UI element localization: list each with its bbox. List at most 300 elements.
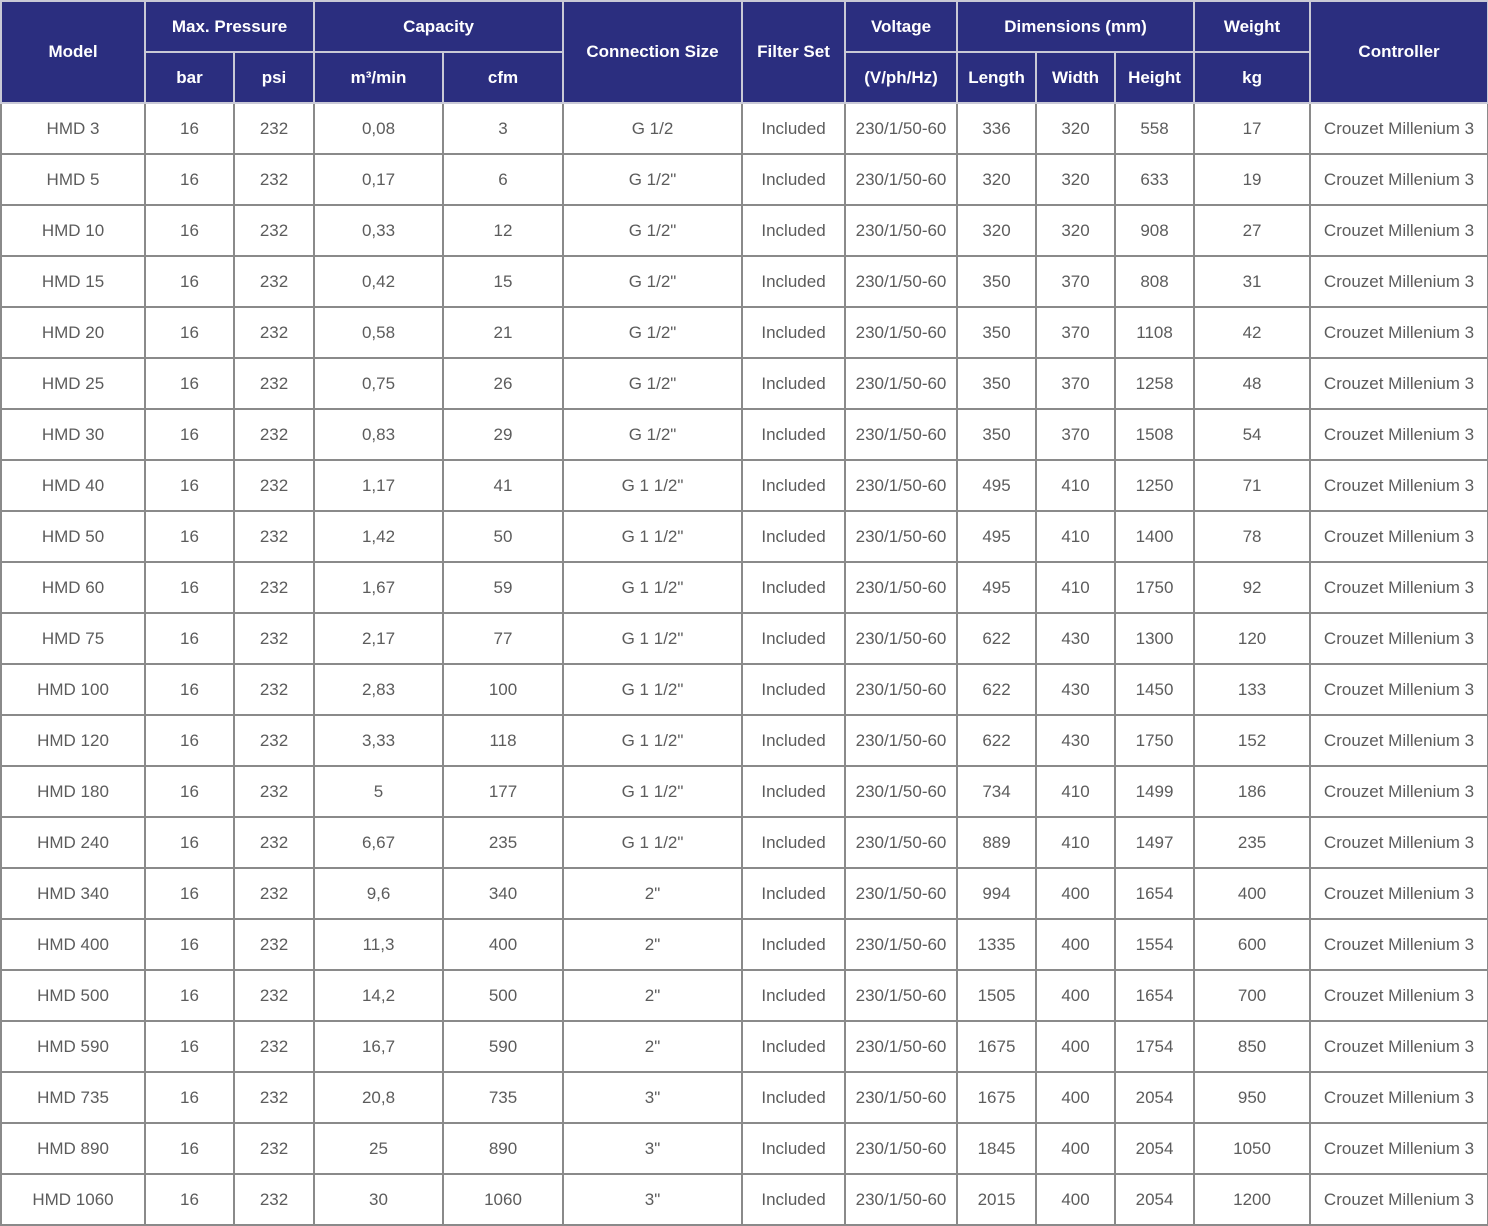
- cell-width: 370: [1036, 307, 1115, 358]
- table-row: [1, 562, 1488, 613]
- cell-length: 1335: [957, 919, 1036, 970]
- cell-controller: Crouzet Millenium 3: [1310, 154, 1488, 205]
- cell-model: HMD 3: [1, 103, 145, 154]
- cell-voltage: 230/1/50-60: [845, 205, 957, 256]
- cell-psi: 232: [234, 1072, 314, 1123]
- cell-bar: 16: [145, 358, 234, 409]
- col-header-max-pressure: Max. Pressure: [145, 1, 314, 52]
- cell-voltage: 230/1/50-60: [845, 1072, 957, 1123]
- cell-bar: 16: [145, 256, 234, 307]
- cell-cfm: 41: [443, 460, 563, 511]
- cell-m3min: 6,67: [314, 817, 443, 868]
- cell-cfm: 400: [443, 919, 563, 970]
- cell-bar: 16: [145, 817, 234, 868]
- cell-voltage: 230/1/50-60: [845, 154, 957, 205]
- cell-length: 320: [957, 205, 1036, 256]
- table-row: [1, 205, 1488, 256]
- cell-cfm: 29: [443, 409, 563, 460]
- cell-m3min: 2,83: [314, 664, 443, 715]
- cell-connection-size: G 1 1/2": [563, 766, 742, 817]
- cell-filter-set: Included: [742, 1174, 845, 1225]
- cell-cfm: 890: [443, 1123, 563, 1174]
- cell-voltage: 230/1/50-60: [845, 766, 957, 817]
- cell-connection-size: 2": [563, 868, 742, 919]
- cell-voltage: 230/1/50-60: [845, 256, 957, 307]
- cell-weight: 133: [1194, 664, 1310, 715]
- cell-weight: 700: [1194, 970, 1310, 1021]
- cell-voltage: 230/1/50-60: [845, 511, 957, 562]
- cell-psi: 232: [234, 664, 314, 715]
- cell-bar: 16: [145, 868, 234, 919]
- cell-cfm: 3: [443, 103, 563, 154]
- cell-height: 1450: [1115, 664, 1194, 715]
- cell-bar: 16: [145, 1123, 234, 1174]
- cell-controller: Crouzet Millenium 3: [1310, 613, 1488, 664]
- cell-cfm: 340: [443, 868, 563, 919]
- cell-weight: 27: [1194, 205, 1310, 256]
- cell-psi: 232: [234, 766, 314, 817]
- cell-controller: Crouzet Millenium 3: [1310, 817, 1488, 868]
- cell-height: 1750: [1115, 562, 1194, 613]
- table-row: [1, 256, 1488, 307]
- cell-voltage: 230/1/50-60: [845, 1174, 957, 1225]
- cell-length: 495: [957, 562, 1036, 613]
- cell-bar: 16: [145, 409, 234, 460]
- cell-model: HMD 25: [1, 358, 145, 409]
- cell-model: HMD 5: [1, 154, 145, 205]
- cell-voltage: 230/1/50-60: [845, 409, 957, 460]
- cell-length: 350: [957, 358, 1036, 409]
- cell-width: 410: [1036, 766, 1115, 817]
- cell-m3min: 2,17: [314, 613, 443, 664]
- cell-controller: Crouzet Millenium 3: [1310, 103, 1488, 154]
- cell-voltage: 230/1/50-60: [845, 613, 957, 664]
- cell-filter-set: Included: [742, 868, 845, 919]
- cell-width: 400: [1036, 919, 1115, 970]
- cell-m3min: 20,8: [314, 1072, 443, 1123]
- cell-controller: Crouzet Millenium 3: [1310, 1021, 1488, 1072]
- cell-m3min: 0,83: [314, 409, 443, 460]
- cell-filter-set: Included: [742, 1123, 845, 1174]
- cell-weight: 1200: [1194, 1174, 1310, 1225]
- cell-width: 400: [1036, 1072, 1115, 1123]
- cell-width: 370: [1036, 409, 1115, 460]
- cell-model: HMD 15: [1, 256, 145, 307]
- cell-length: 1505: [957, 970, 1036, 1021]
- cell-cfm: 1060: [443, 1174, 563, 1225]
- cell-controller: Crouzet Millenium 3: [1310, 511, 1488, 562]
- cell-width: 400: [1036, 868, 1115, 919]
- cell-voltage: 230/1/50-60: [845, 103, 957, 154]
- cell-model: HMD 30: [1, 409, 145, 460]
- col-header-dimensions: Dimensions (mm): [957, 1, 1194, 52]
- cell-height: 1499: [1115, 766, 1194, 817]
- table-row: [1, 460, 1488, 511]
- table-body: [1, 103, 1488, 1225]
- col-header-kg: kg: [1194, 52, 1310, 103]
- cell-width: 320: [1036, 205, 1115, 256]
- cell-cfm: 735: [443, 1072, 563, 1123]
- cell-length: 2015: [957, 1174, 1036, 1225]
- cell-width: 370: [1036, 256, 1115, 307]
- cell-psi: 232: [234, 256, 314, 307]
- cell-weight: 78: [1194, 511, 1310, 562]
- cell-length: 1845: [957, 1123, 1036, 1174]
- cell-m3min: 1,17: [314, 460, 443, 511]
- cell-filter-set: Included: [742, 562, 845, 613]
- cell-model: HMD 735: [1, 1072, 145, 1123]
- cell-cfm: 590: [443, 1021, 563, 1072]
- cell-weight: 31: [1194, 256, 1310, 307]
- table-row: [1, 511, 1488, 562]
- cell-connection-size: 3": [563, 1174, 742, 1225]
- cell-connection-size: G 1 1/2": [563, 715, 742, 766]
- cell-height: 808: [1115, 256, 1194, 307]
- cell-m3min: 0,17: [314, 154, 443, 205]
- cell-voltage: 230/1/50-60: [845, 664, 957, 715]
- col-header-cfm: cfm: [443, 52, 563, 103]
- cell-model: HMD 400: [1, 919, 145, 970]
- cell-width: 400: [1036, 1021, 1115, 1072]
- cell-width: 430: [1036, 715, 1115, 766]
- col-header-voltage: Voltage: [845, 1, 957, 52]
- cell-connection-size: G 1 1/2": [563, 562, 742, 613]
- cell-length: 994: [957, 868, 1036, 919]
- cell-connection-size: G 1 1/2": [563, 664, 742, 715]
- cell-weight: 152: [1194, 715, 1310, 766]
- cell-weight: 850: [1194, 1021, 1310, 1072]
- cell-height: 1497: [1115, 817, 1194, 868]
- table-row: [1, 766, 1488, 817]
- cell-length: 622: [957, 715, 1036, 766]
- header-row-top: [1, 1, 1488, 52]
- table-row: [1, 613, 1488, 664]
- cell-bar: 16: [145, 562, 234, 613]
- table-row: [1, 868, 1488, 919]
- cell-model: HMD 180: [1, 766, 145, 817]
- cell-psi: 232: [234, 154, 314, 205]
- cell-model: HMD 10: [1, 205, 145, 256]
- col-header-bar: bar: [145, 52, 234, 103]
- cell-length: 350: [957, 307, 1036, 358]
- table-row: [1, 919, 1488, 970]
- cell-width: 370: [1036, 358, 1115, 409]
- cell-psi: 232: [234, 409, 314, 460]
- cell-m3min: 14,2: [314, 970, 443, 1021]
- cell-model: HMD 60: [1, 562, 145, 613]
- cell-model: HMD 75: [1, 613, 145, 664]
- cell-filter-set: Included: [742, 613, 845, 664]
- cell-connection-size: G 1/2": [563, 154, 742, 205]
- cell-voltage: 230/1/50-60: [845, 562, 957, 613]
- cell-cfm: 59: [443, 562, 563, 613]
- cell-m3min: 0,33: [314, 205, 443, 256]
- cell-m3min: 0,42: [314, 256, 443, 307]
- cell-connection-size: G 1/2: [563, 103, 742, 154]
- cell-connection-size: G 1/2": [563, 358, 742, 409]
- col-header-length: Length: [957, 52, 1036, 103]
- cell-connection-size: 2": [563, 970, 742, 1021]
- cell-bar: 16: [145, 1174, 234, 1225]
- cell-filter-set: Included: [742, 307, 845, 358]
- cell-connection-size: G 1 1/2": [563, 613, 742, 664]
- cell-height: 2054: [1115, 1072, 1194, 1123]
- cell-model: HMD 340: [1, 868, 145, 919]
- cell-controller: Crouzet Millenium 3: [1310, 1123, 1488, 1174]
- cell-weight: 400: [1194, 868, 1310, 919]
- cell-filter-set: Included: [742, 103, 845, 154]
- cell-voltage: 230/1/50-60: [845, 1021, 957, 1072]
- cell-m3min: 25: [314, 1123, 443, 1174]
- cell-connection-size: G 1 1/2": [563, 460, 742, 511]
- cell-bar: 16: [145, 103, 234, 154]
- cell-length: 495: [957, 511, 1036, 562]
- cell-controller: Crouzet Millenium 3: [1310, 970, 1488, 1021]
- table-row: [1, 358, 1488, 409]
- cell-weight: 42: [1194, 307, 1310, 358]
- cell-bar: 16: [145, 970, 234, 1021]
- cell-width: 320: [1036, 154, 1115, 205]
- cell-height: 1300: [1115, 613, 1194, 664]
- table-row: [1, 307, 1488, 358]
- cell-controller: Crouzet Millenium 3: [1310, 868, 1488, 919]
- cell-controller: Crouzet Millenium 3: [1310, 919, 1488, 970]
- cell-connection-size: 2": [563, 919, 742, 970]
- cell-weight: 17: [1194, 103, 1310, 154]
- cell-connection-size: G 1 1/2": [563, 817, 742, 868]
- cell-voltage: 230/1/50-60: [845, 460, 957, 511]
- cell-bar: 16: [145, 1072, 234, 1123]
- cell-bar: 16: [145, 511, 234, 562]
- cell-psi: 232: [234, 307, 314, 358]
- table-row: [1, 1123, 1488, 1174]
- cell-width: 400: [1036, 1174, 1115, 1225]
- cell-connection-size: 3": [563, 1072, 742, 1123]
- cell-cfm: 26: [443, 358, 563, 409]
- cell-m3min: 1,42: [314, 511, 443, 562]
- col-header-voltage-unit: (V/ph/Hz): [845, 52, 957, 103]
- cell-cfm: 500: [443, 970, 563, 1021]
- cell-length: 889: [957, 817, 1036, 868]
- cell-controller: Crouzet Millenium 3: [1310, 1072, 1488, 1123]
- cell-filter-set: Included: [742, 511, 845, 562]
- cell-bar: 16: [145, 613, 234, 664]
- cell-length: 350: [957, 409, 1036, 460]
- cell-height: 1108: [1115, 307, 1194, 358]
- cell-psi: 232: [234, 868, 314, 919]
- table-row: [1, 409, 1488, 460]
- cell-model: HMD 1060: [1, 1174, 145, 1225]
- cell-psi: 232: [234, 103, 314, 154]
- cell-length: 622: [957, 664, 1036, 715]
- cell-width: 400: [1036, 1123, 1115, 1174]
- cell-weight: 1050: [1194, 1123, 1310, 1174]
- cell-bar: 16: [145, 205, 234, 256]
- cell-length: 350: [957, 256, 1036, 307]
- cell-width: 410: [1036, 562, 1115, 613]
- cell-model: HMD 590: [1, 1021, 145, 1072]
- cell-height: 1508: [1115, 409, 1194, 460]
- cell-filter-set: Included: [742, 358, 845, 409]
- cell-psi: 232: [234, 1021, 314, 1072]
- cell-model: HMD 40: [1, 460, 145, 511]
- cell-cfm: 235: [443, 817, 563, 868]
- col-header-height: Height: [1115, 52, 1194, 103]
- cell-connection-size: G 1/2": [563, 409, 742, 460]
- cell-height: 2054: [1115, 1123, 1194, 1174]
- cell-width: 410: [1036, 817, 1115, 868]
- cell-controller: Crouzet Millenium 3: [1310, 1174, 1488, 1225]
- cell-width: 430: [1036, 664, 1115, 715]
- cell-m3min: 3,33: [314, 715, 443, 766]
- cell-weight: 54: [1194, 409, 1310, 460]
- cell-psi: 232: [234, 919, 314, 970]
- cell-width: 400: [1036, 970, 1115, 1021]
- cell-length: 336: [957, 103, 1036, 154]
- cell-length: 1675: [957, 1021, 1036, 1072]
- cell-weight: 235: [1194, 817, 1310, 868]
- cell-filter-set: Included: [742, 970, 845, 1021]
- cell-voltage: 230/1/50-60: [845, 715, 957, 766]
- cell-cfm: 12: [443, 205, 563, 256]
- cell-cfm: 21: [443, 307, 563, 358]
- cell-model: HMD 100: [1, 664, 145, 715]
- cell-m3min: 9,6: [314, 868, 443, 919]
- cell-length: 495: [957, 460, 1036, 511]
- col-header-connection-size: Connection Size: [563, 1, 742, 103]
- cell-controller: Crouzet Millenium 3: [1310, 205, 1488, 256]
- table-row: [1, 1021, 1488, 1072]
- cell-filter-set: Included: [742, 715, 845, 766]
- cell-length: 320: [957, 154, 1036, 205]
- cell-bar: 16: [145, 715, 234, 766]
- col-header-capacity: Capacity: [314, 1, 563, 52]
- cell-controller: Crouzet Millenium 3: [1310, 664, 1488, 715]
- cell-voltage: 230/1/50-60: [845, 868, 957, 919]
- cell-height: 1250: [1115, 460, 1194, 511]
- cell-psi: 232: [234, 817, 314, 868]
- cell-bar: 16: [145, 154, 234, 205]
- cell-cfm: 15: [443, 256, 563, 307]
- cell-voltage: 230/1/50-60: [845, 919, 957, 970]
- cell-height: 633: [1115, 154, 1194, 205]
- cell-psi: 232: [234, 715, 314, 766]
- cell-bar: 16: [145, 307, 234, 358]
- cell-connection-size: G 1/2": [563, 256, 742, 307]
- cell-cfm: 100: [443, 664, 563, 715]
- col-header-weight: Weight: [1194, 1, 1310, 52]
- cell-controller: Crouzet Millenium 3: [1310, 256, 1488, 307]
- table-row: [1, 1174, 1488, 1225]
- cell-height: 2054: [1115, 1174, 1194, 1225]
- cell-filter-set: Included: [742, 205, 845, 256]
- table-row: [1, 1072, 1488, 1123]
- cell-height: 1750: [1115, 715, 1194, 766]
- cell-height: 1258: [1115, 358, 1194, 409]
- cell-cfm: 6: [443, 154, 563, 205]
- cell-cfm: 118: [443, 715, 563, 766]
- table-row: [1, 817, 1488, 868]
- cell-height: 1554: [1115, 919, 1194, 970]
- cell-model: HMD 20: [1, 307, 145, 358]
- cell-controller: Crouzet Millenium 3: [1310, 715, 1488, 766]
- cell-length: 622: [957, 613, 1036, 664]
- cell-width: 410: [1036, 460, 1115, 511]
- cell-width: 410: [1036, 511, 1115, 562]
- cell-voltage: 230/1/50-60: [845, 970, 957, 1021]
- cell-filter-set: Included: [742, 409, 845, 460]
- cell-bar: 16: [145, 664, 234, 715]
- cell-filter-set: Included: [742, 664, 845, 715]
- cell-voltage: 230/1/50-60: [845, 307, 957, 358]
- col-header-model: Model: [1, 1, 145, 103]
- table-header: [1, 1, 1488, 103]
- cell-cfm: 50: [443, 511, 563, 562]
- cell-connection-size: G 1/2": [563, 205, 742, 256]
- cell-model: HMD 240: [1, 817, 145, 868]
- cell-weight: 48: [1194, 358, 1310, 409]
- cell-connection-size: G 1 1/2": [563, 511, 742, 562]
- cell-controller: Crouzet Millenium 3: [1310, 307, 1488, 358]
- cell-height: 1654: [1115, 868, 1194, 919]
- cell-model: HMD 500: [1, 970, 145, 1021]
- cell-psi: 232: [234, 1174, 314, 1225]
- cell-voltage: 230/1/50-60: [845, 358, 957, 409]
- cell-connection-size: G 1/2": [563, 307, 742, 358]
- cell-m3min: 0,08: [314, 103, 443, 154]
- cell-length: 734: [957, 766, 1036, 817]
- table-row: [1, 664, 1488, 715]
- cell-m3min: 30: [314, 1174, 443, 1225]
- cell-weight: 950: [1194, 1072, 1310, 1123]
- cell-filter-set: Included: [742, 766, 845, 817]
- cell-voltage: 230/1/50-60: [845, 817, 957, 868]
- cell-height: 1400: [1115, 511, 1194, 562]
- cell-width: 320: [1036, 103, 1115, 154]
- cell-m3min: 1,67: [314, 562, 443, 613]
- cell-model: HMD 120: [1, 715, 145, 766]
- cell-height: 1654: [1115, 970, 1194, 1021]
- cell-model: HMD 890: [1, 1123, 145, 1174]
- table-row: [1, 154, 1488, 205]
- cell-controller: Crouzet Millenium 3: [1310, 460, 1488, 511]
- cell-weight: 92: [1194, 562, 1310, 613]
- table-row: [1, 103, 1488, 154]
- table-row: [1, 715, 1488, 766]
- cell-filter-set: Included: [742, 817, 845, 868]
- cell-filter-set: Included: [742, 1072, 845, 1123]
- cell-psi: 232: [234, 613, 314, 664]
- cell-m3min: 5: [314, 766, 443, 817]
- cell-controller: Crouzet Millenium 3: [1310, 358, 1488, 409]
- cell-connection-size: 3": [563, 1123, 742, 1174]
- cell-bar: 16: [145, 460, 234, 511]
- cell-height: 908: [1115, 205, 1194, 256]
- cell-psi: 232: [234, 1123, 314, 1174]
- cell-filter-set: Included: [742, 154, 845, 205]
- cell-weight: 120: [1194, 613, 1310, 664]
- col-header-psi: psi: [234, 52, 314, 103]
- cell-connection-size: 2": [563, 1021, 742, 1072]
- cell-weight: 19: [1194, 154, 1310, 205]
- cell-height: 1754: [1115, 1021, 1194, 1072]
- cell-model: HMD 50: [1, 511, 145, 562]
- cell-filter-set: Included: [742, 256, 845, 307]
- col-header-width: Width: [1036, 52, 1115, 103]
- cell-m3min: 0,58: [314, 307, 443, 358]
- col-header-m3min: m³/min: [314, 52, 443, 103]
- col-header-controller: Controller: [1310, 1, 1488, 103]
